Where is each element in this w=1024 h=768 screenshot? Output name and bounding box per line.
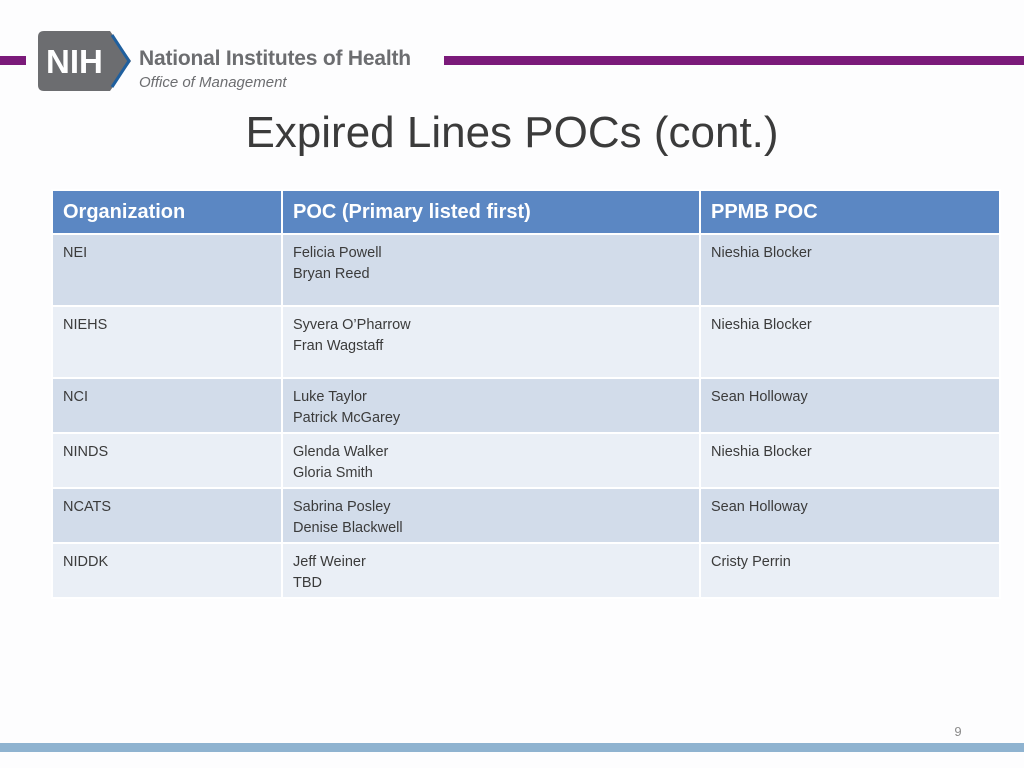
table-row — [52, 488, 1000, 543]
table-row — [52, 433, 1000, 488]
org-cell: NIEHS — [52, 306, 282, 378]
poc-secondary: Gloria Smith — [293, 464, 373, 481]
org-cell: NCI — [52, 378, 282, 433]
ppmb-cell: Nieshia Blocker — [700, 433, 1000, 488]
org-cell: NINDS — [52, 433, 282, 488]
poc-cell — [282, 378, 700, 433]
table-header-row — [52, 190, 1000, 234]
org-cell: NEI — [52, 234, 282, 306]
table-row — [52, 378, 1000, 433]
header-organization: Organization — [52, 190, 282, 234]
poc-cell — [282, 306, 700, 378]
header-ppmb-poc: PPMB POC — [700, 190, 1000, 234]
poc-primary: Felicia Powell — [293, 245, 382, 261]
table-row — [52, 306, 1000, 378]
org-name: National Institutes of Health — [139, 47, 411, 70]
page-number: 9 — [954, 724, 962, 739]
ppmb-cell: Cristy Perrin — [700, 543, 1000, 598]
org-cell: NIDDK — [52, 543, 282, 598]
poc-primary: Jeff Weiner — [293, 554, 366, 570]
org-cell: NCATS — [52, 488, 282, 543]
poc-secondary: Bryan Reed — [293, 265, 370, 282]
poc-table — [51, 189, 1001, 599]
poc-cell — [282, 234, 700, 306]
poc-secondary: TBD — [293, 574, 322, 591]
poc-secondary: Fran Wagstaff — [293, 337, 384, 354]
ppmb-cell: Sean Holloway — [700, 378, 1000, 433]
table-row — [52, 543, 1000, 598]
poc-primary: Syvera O’Pharrow — [293, 317, 411, 333]
poc-primary: Glenda Walker — [293, 444, 389, 460]
poc-cell — [282, 488, 700, 543]
ppmb-cell: Nieshia Blocker — [700, 234, 1000, 306]
ppmb-cell: Sean Holloway — [700, 488, 1000, 543]
ppmb-cell: Nieshia Blocker — [700, 306, 1000, 378]
header-rule-left — [0, 56, 26, 65]
poc-primary: Luke Taylor — [293, 389, 367, 405]
header-poc: POC (Primary listed first) — [282, 190, 700, 234]
poc-secondary: Denise Blackwell — [293, 519, 403, 536]
slide-title: Expired Lines POCs (cont.) — [245, 108, 779, 157]
logo-text: NIH — [46, 43, 103, 80]
poc-primary: Sabrina Posley — [293, 499, 391, 515]
office-name: Office of Management — [139, 74, 287, 91]
header-rule-right — [444, 56, 1024, 65]
poc-cell — [282, 543, 700, 598]
footer-bar — [0, 743, 1024, 752]
poc-secondary: Patrick McGarey — [293, 409, 401, 426]
poc-cell — [282, 433, 700, 488]
table-row — [52, 234, 1000, 306]
nih-logo — [38, 31, 131, 91]
